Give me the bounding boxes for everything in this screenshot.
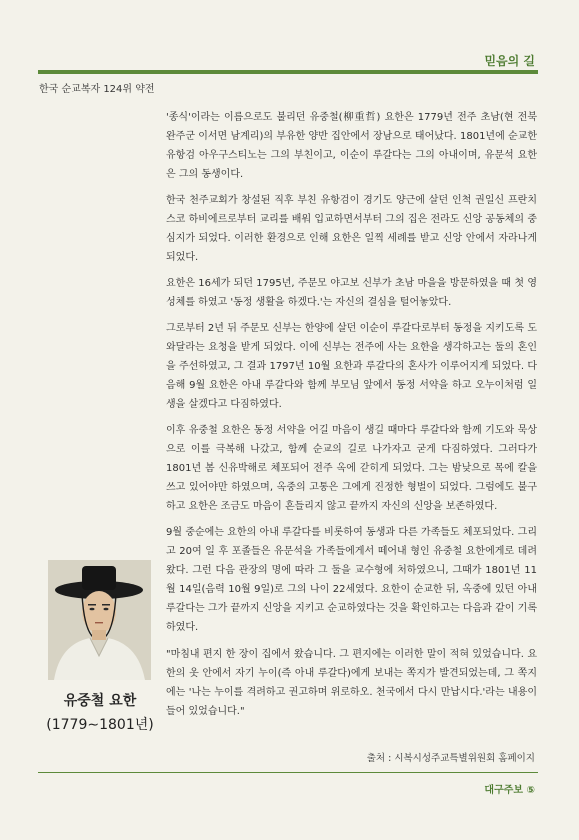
header-divider: [38, 70, 538, 74]
article-body: [166, 108, 537, 728]
source-credit: 출처 : 시복시성주교특별위원회 홈페이지: [366, 753, 535, 764]
quote-paragraph: "마침내 편지 한 장이 집에서 왔습니다. 그 편지에는 이러한 말이 적혀 있었습니다. 요한의 옷 안에서 자기 누이(즉 아내 루갈다)에게 보내는 쪽지가 발견되었는데, 그 쪽지에는 '나는 누이를 격려하고 권고하며 위로하오. 천국에서 다시 만납시다.'라는 내용이 들어 있었습니다.": [166, 649, 537, 717]
paragraph-5: 이후 유중철 요한은 동정 서약을 어길 마음이 생길 때마다 루갈다와 함께 기도와 묵상으로 이를 극복해 나갔고, 함께 순교의 길로 나가자고 굳게 다짐하였다. 그러다가 1801년 봄 신유박해로 체포되어 전주 옥에 갇히게 되었다. 그는 밤낮으로 목에 칼을 쓰고 있어야만 하였으며, 옥중의 고통은 그에게 진정한 형벌이 되었다. 그럼에도 불구하고 요한은 조금도 마음이 흔들리지 않고 끝까지 자신의 신앙을 보존하였다.: [166, 425, 537, 512]
portrait-illustration: [48, 560, 151, 680]
paragraph-1: '종식'이라는 이름으로도 불리던 유중철(柳重哲) 요한은 1779년 전주 초남(현 전북 완주군 이서면 남계리)의 부유한 양반 집안에서 장남으로 태어났다. 1801년에 순교한 유항검 아우구스티노는 그의 부친이고, 이순이 루갈다는 그의 아내이며, 유문석 요한은 그의 동생이다.: [166, 112, 537, 180]
portrait-image: [48, 560, 151, 680]
top-band: [0, 0, 579, 50]
paragraph-3: 요한은 16세가 되던 1795년, 주문모 야고보 신부가 초남 마을을 방문하였을 때 첫 영성체를 하였고 '동정 생활을 하겠다.'는 자신의 결심을 털어놓았다.: [166, 278, 537, 308]
page-footer: 대구주보 ⑤: [484, 785, 535, 796]
footer-divider: [38, 772, 538, 773]
paragraph-4: 그로부터 2년 뒤 주문모 신부는 한양에 살던 이순이 루갈다로부터 동정을 지키도록 도와달라는 요청을 받게 되었다. 이에 신부는 전주에 사는 요한을 생각하고는 둘의 혼인을 주선하였고, 그 결과 1797년 10월 요한과 루갈다의 혼사가 이루어지게 되었다. 다음해 9월 요한은 아내 루갈다와 함께 부모님 앞에서 동정 서약을 하고 오누이처럼 일생을 살겠다고 다짐하였다.: [166, 323, 537, 410]
section-title: 믿음의 길: [484, 54, 535, 68]
portrait-name: 유중철 요한: [63, 693, 137, 709]
page-subtitle: 한국 순교복자 124위 약전: [39, 84, 155, 95]
paragraph-2: 한국 천주교회가 창설된 직후 부친 유항검이 경기도 양근에 살던 인척 권일신 프란치스코 하비에르로부터 교리를 배워 입교하면서부터 그의 집은 전라도 신앙 공동체의 중심지가 되었다. 이러한 환경으로 인해 요한은 일찍 세례를 받고 신앙 안에서 자라나게 되었다.: [166, 195, 537, 263]
portrait-years: (1779∼1801년): [46, 717, 154, 733]
paragraph-6: 9월 중순에는 요한의 아내 루갈다를 비롯하여 동생과 다른 가족들도 체포되었다. 그리고 20여 일 후 포졸들은 유문석을 가족들에게서 떼어내 형인 유중철 요한에게로 데려왔다. 그런 다음 관장의 명에 따라 그 둘을 교수형에 처하였으니, 그때가 1801년 11월 14일(음력 10월 9일)로 그의 나이 22세였다. 요한이 순교한 뒤, 옥중에 있던 아내 루갈다는 그가 끝까지 신앙을 지키고 순교하였다는 것을 확인하고는 다음과 같이 기록하였다.: [166, 527, 537, 633]
